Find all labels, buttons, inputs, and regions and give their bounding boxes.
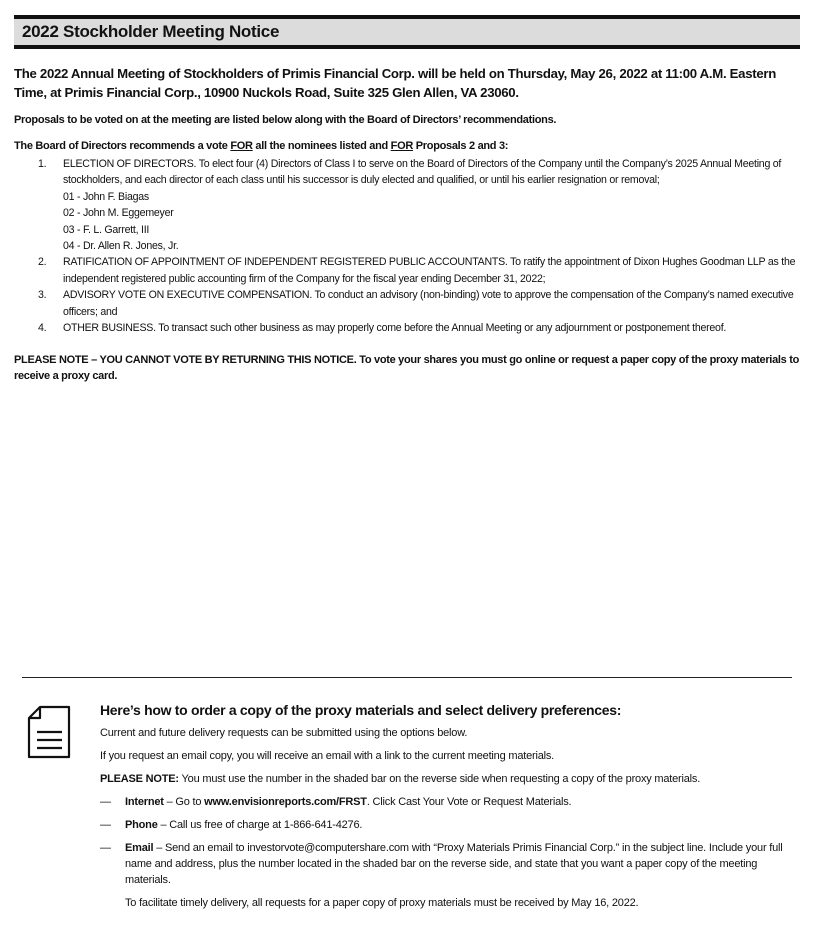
email-label: Email	[125, 842, 154, 854]
proposal-number: 2.	[38, 256, 47, 269]
proposals-lead: Proposals to be voted on at the meeting are listed below along with the Board of Directors’ recommendations.	[14, 114, 557, 126]
proposal-list	[14, 156, 804, 336]
page-title: 2022 Stockholder Meeting Notice	[22, 22, 280, 41]
proposal-item-3	[14, 287, 804, 320]
proposal-item-2	[14, 254, 804, 287]
recommendation-mid: all the nominees listed and	[252, 140, 391, 152]
phone-option	[100, 817, 795, 833]
internet-label: Internet	[125, 796, 164, 808]
proposal-number: 4.	[38, 322, 47, 335]
recommendation-for-2: FOR	[390, 140, 413, 152]
nominee-3: 03 - F. L. Garrett, III	[63, 223, 150, 236]
envisionreports-link[interactable]: www.envisionreports.com/FRST	[204, 796, 367, 808]
dash: —	[100, 819, 111, 831]
please-note-text: You must use the number in the shaded bar on the reverse side when requesting a copy of the proxy materials.	[178, 773, 701, 785]
internet-pre: – Go to	[163, 796, 205, 808]
order-please-note	[100, 771, 795, 787]
dash: —	[100, 796, 111, 808]
nominee-1: 01 - John F. Biagas	[63, 190, 149, 203]
email-option	[100, 840, 795, 888]
proposal-text: OTHER BUSINESS. To transact such other business as may properly come before the Annual Meeting or any adjournment or postponement thereof.	[63, 322, 727, 335]
order-line-2: If you request an email copy, you will receive an email with a link to the current meeting materials.	[100, 750, 555, 762]
email-text: – Send an email to investorvote@computershare.com with “Proxy Materials Primis Financial Corp.” in the subject line. Include your full name and address, plus the number located in the shaded bar on the reverse side, and state that you want a paper copy of the meeting materials.	[125, 842, 783, 886]
document-icon	[26, 704, 72, 760]
recommendation-for-1: FOR	[230, 140, 253, 152]
proposal-text: RATIFICATION OF APPOINTMENT OF INDEPENDENT REGISTERED PUBLIC ACCOUNTANTS. To ratify the appointment of Dixon Hughes Goodman LLP as the independent registered public accounting firm of the Company for the fiscal year ending December 31, 2022;	[63, 256, 796, 285]
proposal-text: ELECTION OF DIRECTORS. To elect four (4) Directors of Class I to serve on the Board of Directors of the Company until the Company’s 2025 Annual Meeting of stockholders, and each director of each class until his successor is duly elected and qualified, or until his earlier resignation or removal;	[63, 158, 782, 187]
proposal-item-4	[14, 320, 804, 336]
please-note-label: PLEASE NOTE:	[100, 773, 179, 785]
meeting-intro: The 2022 Annual Meeting of Stockholders of Primis Financial Corp. will be held on Thursday, May 26, 2022 at 11:00 A.M. Eastern Time, at Primis Financial Corp., 10900 Nuckols Road, Suite 325 Glen Allen, VA 23060.	[14, 66, 776, 100]
dash: —	[100, 842, 111, 854]
internet-post: . Click Cast Your Vote or Request Materials.	[366, 796, 572, 808]
order-section	[100, 702, 795, 911]
request-deadline: To facilitate timely delivery, all requests for a paper copy of proxy materials must be received by May 16, 2022.	[125, 897, 639, 909]
recommendation-pre: The Board of Directors recommends a vote	[14, 140, 231, 152]
proposal-text: ADVISORY VOTE ON EXECUTIVE COMPENSATION. To conduct an advisory (non-binding) vote to approve the compensation of the Company’s named executive officers; and	[63, 289, 794, 318]
header-bar	[14, 15, 800, 49]
section-divider	[22, 677, 792, 678]
order-line-1: Current and future delivery requests can be submitted using the options below.	[100, 727, 468, 739]
phone-text: – Call us free of charge at 1-866-641-4276.	[157, 819, 363, 831]
internet-option	[100, 794, 795, 810]
order-title: Here’s how to order a copy of the proxy materials and select delivery preferences:	[100, 702, 622, 718]
proposal-item-1	[14, 156, 804, 254]
proposal-number: 3.	[38, 289, 47, 302]
recommendation-post: Proposals 2 and 3:	[413, 140, 509, 152]
nominee-4: 04 - Dr. Allen R. Jones, Jr.	[63, 240, 179, 253]
cannot-vote-note: PLEASE NOTE – YOU CANNOT VOTE BY RETURNING THIS NOTICE. To vote your shares you must go online or request a paper copy of the proxy materials to receive a proxy card.	[14, 354, 799, 382]
phone-label: Phone	[125, 819, 158, 831]
proposal-number: 1.	[38, 158, 47, 170]
nominee-2: 02 - John M. Eggemeyer	[63, 207, 174, 220]
board-recommendation	[14, 140, 804, 152]
